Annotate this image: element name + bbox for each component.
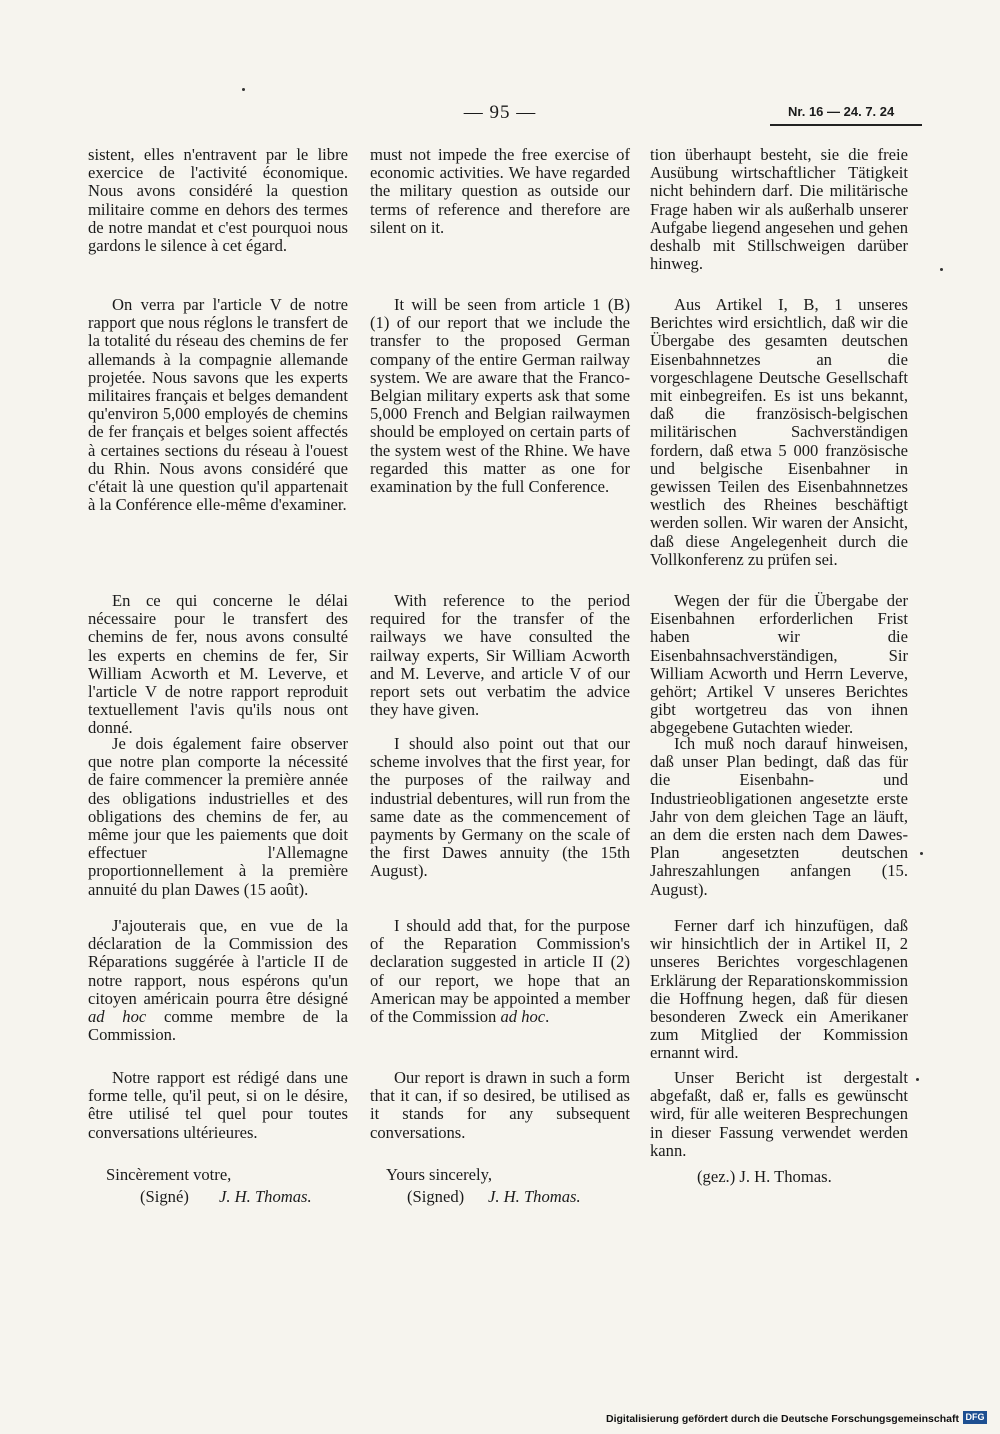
issue-underline (770, 124, 922, 126)
english-emphasis: ad hoc (500, 1007, 546, 1027)
german-paragraph: tion überhaupt besteht, sie die freie Ausübung wirtschaftlicher Tätigkeit nicht behindern darf. Die militärische Frage haben wir als außerhalb unserer Aufgabe liegend angesehen und gehen deshalb mit Stillschweigen darüber hinweg. (650, 145, 908, 274)
page-number: — 95 — (463, 102, 537, 123)
french-signer: J. H. Thomas. (219, 1187, 312, 1206)
english-closing: Yours sincerely, (386, 1165, 493, 1184)
dfg-logo: DFG (963, 1411, 987, 1424)
french-paragraph: En ce qui concerne le délai nécessaire pour le transfert des chemins de fer, nous avons consulté les experts en chemins de fer, Sir William Acworth et M. Leverve, et l'article V de notre rapport reproduit textuellement l'avis qu'ils nous ont donné. (88, 591, 348, 738)
scan-speck (916, 1078, 919, 1081)
english-paragraph: It will be seen from article 1 (B) (1) of our report that we include the transfer to the proposed German company of the entire German railway system. We are aware that the Franco-Belgian military experts ask that some 5,000 French and Belgian railwaymen should be employed on certain parts of the system west of the Rhine. We have regarded this matter as one for examination by the full Conference. (370, 295, 630, 497)
french-paragraph: Notre rapport est rédigé dans une forme telle, qu'il peut, si on le désire, être utilisé tel quel pour toutes conversations ultérieures. (88, 1068, 348, 1142)
english-text: . (545, 1007, 550, 1027)
french-paragraph (88, 917, 348, 1044)
scan-speck (920, 852, 923, 855)
english-paragraph: Our report is drawn in such a form that it can, if so desired, be utilised as it stands for any subsequent conversations. (370, 1068, 630, 1142)
english-signed-label: (Signed) (407, 1187, 465, 1206)
german-signature: (gez.) J. H. Thomas. (697, 1167, 832, 1186)
german-paragraph: Aus Artikel I, B, 1 unseres Berichtes wird ersichtlich, daß wir die Übergabe des gesamten deutschen Eisenbahnnetzes an die vorgeschlagene Deutsche Gesellschaft mit einbegreifen. Es ist uns bekannt, daß die französisch-belgischen militärischen Sachverständigen fordern, daß etwa 5 000 französische und belgische Eisenbahner in gewissen Teilen des Eisenbahnnetzes westlich des Rheines beschäftigt werden sollen. Wir waren der Ansicht, daß diese Angelegenheit durch die Vollkonferenz zu prüfen sei. (650, 295, 908, 569)
german-paragraph: Wegen der für die Übergabe der Eisenbahnen erforderlichen Frist haben wir die Eisenbahnsachverständigen, Sir William Acworth und Herrn Leverve, gehört; Artikel V unseres Berichtes gibt wortgetreu das von ihnen abgegebene Gutachten wieder. (650, 591, 908, 738)
german-paragraph: Ferner darf ich hinzufügen, daß wir hinsichtlich der in Artikel II, 2 unseres Berichtes vorgeschlagenen Erklärung der Reparationskommission die Hoffnung hegen, daß für diesen besonderen Zweck ein Amerikaner zum Mitglied der Kommission ernannt wird. (650, 916, 908, 1063)
english-paragraph: I should also point out that our scheme involves that the first year, for the purposes of the railway and industrial debentures, will run from the same date as the commencement of payments by Germany on the scale of the first Dawes annuity (the 15th August). (370, 734, 630, 881)
english-paragraph (370, 917, 630, 1026)
english-paragraph: With reference to the period required for the transfer of the railways we have consulted the railway experts, Sir William Acworth and M. Leverve, and article V of our report sets out verbatim the advice they have given. (370, 591, 630, 720)
scan-speck (242, 88, 245, 91)
french-paragraph: Je dois également faire observer que notre plan comporte la nécessité de faire commencer la première année des obligations industrielles et des obligations des chemins de fer, au même jour que les paiements que doit effectuer l'Allemagne proportionnellement à la première annuité du plan Dawes (15 août). (88, 734, 348, 899)
french-text: J'ajouterais que, en vue de la déclaration de la Commission des Réparations suggérée à l'article II de notre rapport, nous espérons qu'un citoyen américain pourra être désigné (88, 916, 348, 1008)
english-signer: J. H. Thomas. (488, 1187, 581, 1206)
french-paragraph: On verra par l'article V de notre rapport que nous réglons le transfert de la totalité du réseau des chemins de fer allemands à la compagnie allemande projetée. Nous savons que les experts militaires français et belges demandent qu'environ 5,000 employés de chemins de fer français et belges soient affectés à certaines sections du réseau à l'ouest du Rhin. Nous avons considéré que c'était là une question qu'il appartenait à la Conférence elle-même d'examiner. (88, 295, 348, 515)
german-paragraph: Ich muß noch darauf hinweisen, daß unser Plan bedingt, daß das für die Eisenbahn- und Industrieobligationen angesetzte erste Jahr von dem gleichen Tage an läuft, an dem die ersten nach dem Dawes-Plan angesetzten deutschen Jahreszahlungen anfangen (15. August). (650, 734, 908, 899)
french-text: comme membre de la Commission. (88, 1007, 348, 1045)
english-paragraph: must not impede the free exercise of economic activities. We have regarded the military question as outside our terms of reference and therefore are silent on it. (370, 145, 630, 237)
french-emphasis: ad hoc (88, 1007, 147, 1027)
scan-speck (940, 268, 943, 271)
digitization-credit: Digitalisierung gefördert durch die Deutsche Forschungsgemeinschaft (606, 1413, 959, 1425)
french-closing: Sincèrement votre, (106, 1165, 232, 1184)
french-paragraph: sistent, elles n'entravent par le libre exercice de l'activité économique. Nous avons considéré la question militaire comme en dehors des termes de notre mandat et c'est pourquoi nous gardons le silence à cet égard. (88, 145, 348, 256)
issue-number: Nr. 16 — 24. 7. 24 (788, 104, 895, 119)
german-paragraph: Unser Bericht ist dergestalt abgefaßt, daß er, falls es gewünscht wird, für alle weiteren Besprechungen in dieser Fassung verwendet werden kann. (650, 1068, 908, 1160)
french-signed-label: (Signé) (140, 1187, 189, 1206)
english-text: I should add that, for the purpose of the Reparation Commission's declaration suggested in article II (2) of our report, we hope that an American may be appointed a member of the Commission (370, 916, 630, 1027)
